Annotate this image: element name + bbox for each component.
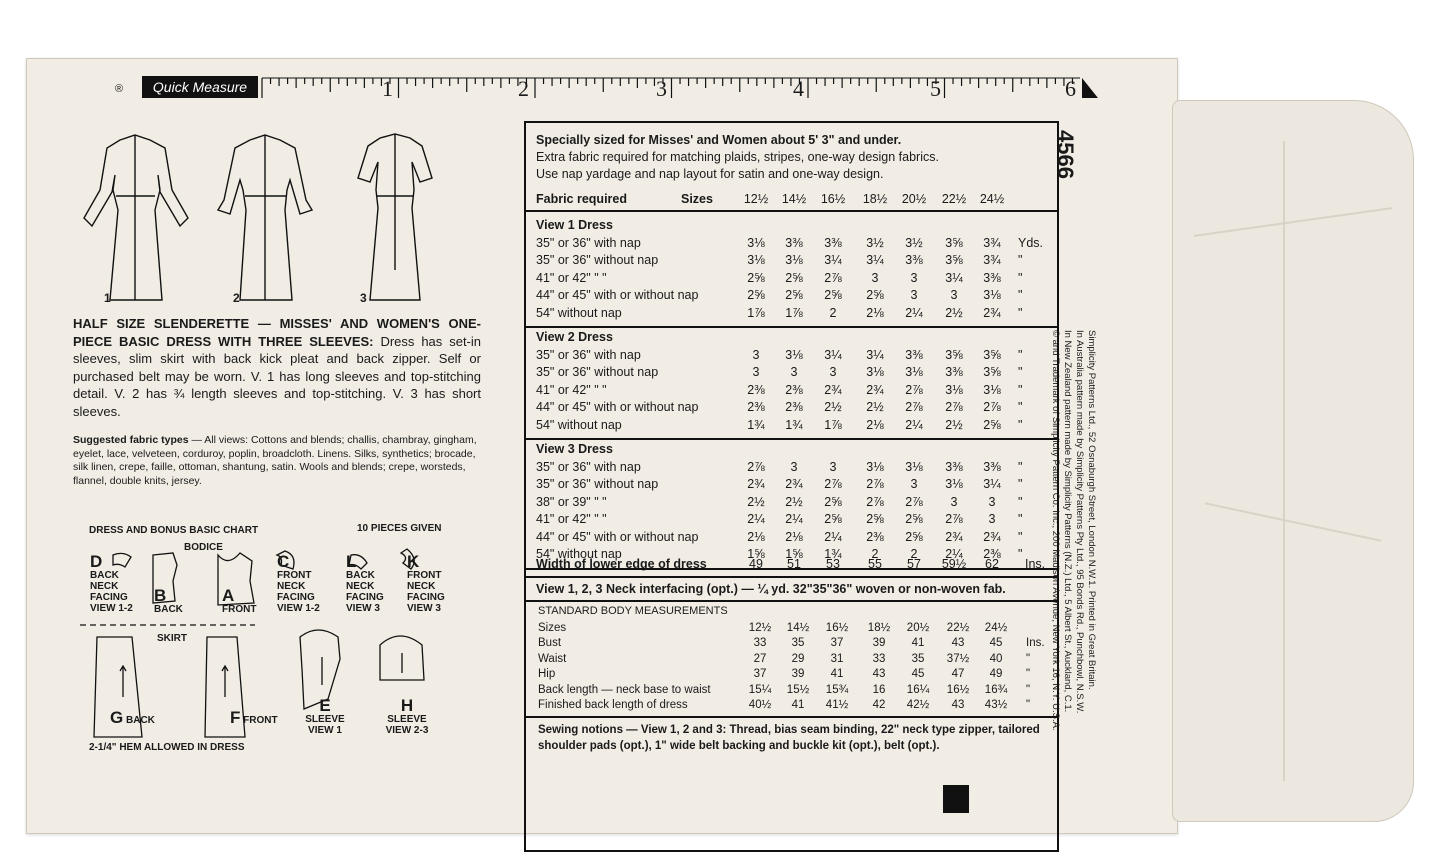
yardage-value: 3¾ xyxy=(983,235,1001,250)
piece-g-label: BACK xyxy=(126,715,155,726)
piece-f-letter: F xyxy=(230,708,241,727)
yardage-value: 3½ xyxy=(905,235,923,250)
yardage-value: 1⅞ xyxy=(785,305,803,320)
yardage-value: 3⅛ xyxy=(785,347,803,362)
yardage-value: 2⅞ xyxy=(905,400,923,414)
piece-b xyxy=(154,586,183,615)
yardage-value: 3 xyxy=(950,288,958,302)
publisher-line-1: Simplicity Patterns Ltd., 52 Osnaburgh Street, London N.W.1. Printed in Great Britain. xyxy=(1086,330,1097,690)
fabric-row-label: 54" without nap xyxy=(536,547,622,561)
yardage-value: 2⅞ xyxy=(983,400,1001,414)
yardage-value: 2½ xyxy=(945,305,963,320)
sewing-notions: Sewing notions — View 1, 2 and 3: Thread, bias seam binding, 22" neck type zipper, tailored shoulder pads (opt.), 1" wide belt backing and buckle kit (opt.), belt (opt.). xyxy=(538,724,1040,752)
measurement-value: 15¼ xyxy=(748,683,772,696)
yardage-value: 3⅛ xyxy=(866,365,884,379)
piece-g-letter: G xyxy=(110,708,124,727)
piece-h-letter: H xyxy=(400,696,414,715)
piece-f xyxy=(230,708,278,727)
pattern-number: 4566 xyxy=(1053,130,1078,179)
size-header: 14½ xyxy=(781,192,807,206)
measurement-value: 18½ xyxy=(867,622,891,634)
yardage-value: 3⅝ xyxy=(983,347,1001,362)
piece-l-letter: L xyxy=(346,552,357,571)
yardage-value: 2½ xyxy=(785,494,803,509)
yardage-value: 2⅞ xyxy=(866,494,884,509)
ruler-end-arrow-icon xyxy=(1082,78,1098,98)
fabric-row-label: 41" or 42" " " xyxy=(536,512,607,526)
measurement-unit: " xyxy=(1026,668,1031,681)
yardage-value: 2¼ xyxy=(905,417,923,432)
measurement-value: 33 xyxy=(753,637,767,650)
ruler-number-5: 5 xyxy=(930,76,941,101)
fabric-row-label: 44" or 45" with or without nap xyxy=(536,529,699,544)
yardage-value: 2⅝ xyxy=(866,512,884,526)
pattern-description xyxy=(73,315,481,420)
yardage-value: 3⅝ xyxy=(983,365,1001,379)
fabric-row-label: 35" or 36" with nap xyxy=(536,459,641,474)
ruler-number-4: 4 xyxy=(793,76,804,101)
measurement-value: 41 xyxy=(911,637,925,650)
interfacing-note: View 1, 2, 3 Neck interfacing (opt.) — ¼ yd. 32"35"36" woven or non-woven fab. xyxy=(536,582,1006,596)
table-divider xyxy=(526,438,1057,440)
table-divider xyxy=(526,716,1057,718)
table-divider xyxy=(526,600,1057,602)
hem-note: 2-1/4" HEM ALLOWED IN DRESS xyxy=(89,742,245,753)
measurement-value: 43 xyxy=(872,668,886,681)
measurement-value: 14½ xyxy=(786,622,810,634)
publisher-line-4: © and Trademark of Simplicity Pattern Co. Inc., 200 Madison Avenue, New York 16, N.Y. U.S.A. xyxy=(1050,330,1061,731)
yardage-value: 2⅛ xyxy=(866,305,884,320)
yardage-value: 3¾ xyxy=(983,253,1001,267)
yardage-value: 2⅝ xyxy=(747,270,765,285)
yardage-value: 2⅜ xyxy=(785,400,803,414)
measurement-value: 16¾ xyxy=(984,683,1008,696)
piece-b-letter: B xyxy=(154,586,167,605)
table-divider xyxy=(526,210,1057,212)
measurement-value: 42 xyxy=(872,699,886,711)
dress-illustrations xyxy=(80,130,500,310)
piece-b-label: BACK xyxy=(154,604,183,615)
registration-mark xyxy=(943,785,969,813)
yardage-value: 3⅛ xyxy=(785,253,803,267)
pieces-given: 10 PIECES GIVEN xyxy=(357,523,442,534)
size-header: 22½ xyxy=(941,192,967,206)
measurement-value: 12½ xyxy=(748,622,772,634)
measurement-value: 41 xyxy=(830,668,844,681)
yardage-value: 2⅞ xyxy=(945,512,963,526)
yardage-value: 3¼ xyxy=(866,347,884,362)
unit-label: " xyxy=(1018,417,1023,432)
unit-label: " xyxy=(1018,512,1023,526)
skirt-label: SKIRT xyxy=(157,633,187,644)
table-divider xyxy=(526,326,1057,328)
yardage-value: 2½ xyxy=(945,417,963,432)
measurement-value: 24½ xyxy=(984,622,1008,634)
piece-l xyxy=(346,552,390,614)
yardage-value: 3¼ xyxy=(983,477,1001,491)
fabric-row-label: 38" or 39" " " xyxy=(536,494,607,509)
ruler-number-2: 2 xyxy=(518,76,529,101)
yardage-value: 2⅜ xyxy=(983,547,1001,561)
figure-label-2: 2 xyxy=(233,291,240,305)
yardage-value: 3 xyxy=(871,270,879,285)
measurement-label: Waist xyxy=(538,652,567,665)
fabric-row-label: 44" or 45" with or without nap xyxy=(536,400,699,414)
measurement-value: 27 xyxy=(753,652,767,665)
figure-label-3: 3 xyxy=(360,291,367,305)
measurement-value: 43 xyxy=(951,637,965,650)
yardage-value: 2⅝ xyxy=(866,288,884,302)
fabric-row-label: 54" without nap xyxy=(536,305,622,320)
yardage-value: 2⅞ xyxy=(905,382,923,397)
yardage-value: 1⅝ xyxy=(747,547,765,561)
piece-h xyxy=(382,696,432,736)
fabric-row-label: 35" or 36" with nap xyxy=(536,235,641,250)
fabric-row-label: 35" or 36" without nap xyxy=(536,477,659,491)
yardage-value: 2¾ xyxy=(824,382,842,397)
yardage-value: 3⅛ xyxy=(905,365,923,379)
yardage-value: 2¼ xyxy=(824,529,842,544)
measurement-unit: " xyxy=(1026,683,1031,696)
yardage-value: 3 xyxy=(988,512,996,526)
yardage-value: 2¾ xyxy=(747,477,765,491)
yardage-value: 3 xyxy=(910,270,918,285)
yardage-value: 2½ xyxy=(747,494,765,509)
yardage-value: 2⅞ xyxy=(747,459,765,474)
yardage-value: 3⅝ xyxy=(945,235,963,250)
fabric-row-label: 35" or 36" with nap xyxy=(536,347,641,362)
yardage-value: 3⅛ xyxy=(905,459,923,474)
measurement-value: 45 xyxy=(989,637,1003,650)
width-row-label: Width of lower edge of dress xyxy=(536,557,707,571)
bodice-label: BODICE xyxy=(184,542,223,553)
piece-c xyxy=(277,552,323,614)
ruler-number-1: 1 xyxy=(382,76,393,101)
yardage-value: 3 xyxy=(910,288,918,302)
yardage-value: 3⅛ xyxy=(983,382,1001,397)
yardage-value: 3⅜ xyxy=(983,459,1001,474)
yardage-value: 2⅛ xyxy=(866,417,884,432)
size-header: 12½ xyxy=(743,192,769,206)
measurement-label: Back length — neck base to waist xyxy=(538,683,711,696)
pattern-description-text: Dress has set-in sleeves, slim skirt with back kick pleat and back zipper. Self or purchased belt may be worn. V. 1 has long sleeves and top-stitching detail. V. 2 has ¾ length sleeves and top-stitching. V. 3 has short sleeves. xyxy=(73,333,482,419)
measurement-label: Bust xyxy=(538,637,562,650)
unit-label: " xyxy=(1018,529,1023,544)
yardage-value: 1¾ xyxy=(747,417,765,432)
fabric-row-label: 35" or 36" without nap xyxy=(536,365,659,379)
measurement-value: 42½ xyxy=(906,699,930,711)
measurement-value: 37½ xyxy=(946,652,970,665)
view-title: View 1 Dress xyxy=(536,218,613,232)
yardage-value: 3⅛ xyxy=(747,253,765,267)
fabric-row-label: 41" or 42" " " xyxy=(536,270,607,285)
unit-label: " xyxy=(1018,494,1023,509)
unit-label: " xyxy=(1018,288,1023,302)
unit-label: " xyxy=(1018,270,1023,285)
measurement-value: 15¾ xyxy=(825,683,849,696)
fabric-row-label: 35" or 36" without nap xyxy=(536,253,659,267)
width-value: 55 xyxy=(868,557,882,571)
measurement-value: 16½ xyxy=(946,683,970,696)
width-value: 57 xyxy=(907,557,921,571)
ruler-number-6: 6 xyxy=(1065,76,1076,101)
measurement-value: 47 xyxy=(951,668,965,681)
measurement-value: 16¼ xyxy=(906,683,930,696)
yardage-value: 2¾ xyxy=(785,477,803,491)
measurement-value: 22½ xyxy=(946,622,970,634)
yardage-value: 2 xyxy=(871,547,879,561)
pattern-heading: HALF SIZE SLENDERETTE — MISSES' AND WOMEN'S ONE-PIECE BASIC DRESS WITH THREE SLEEVES: xyxy=(73,316,481,349)
yardage-value: 2¼ xyxy=(905,305,923,320)
piece-c-letter: C xyxy=(277,552,290,571)
measurement-label: Sizes xyxy=(538,622,567,634)
yardage-value: 2⅞ xyxy=(824,270,842,285)
yardage-value: 1⅞ xyxy=(747,305,765,320)
yardage-value: 3⅜ xyxy=(905,253,923,267)
yardage-value: 3¼ xyxy=(824,347,842,362)
measurement-value: 41½ xyxy=(825,699,849,711)
yardage-value: 3¼ xyxy=(866,253,884,267)
measurement-value: 40 xyxy=(989,652,1003,665)
view-title: View 2 Dress xyxy=(536,330,613,344)
figure-label-1: 1 xyxy=(104,291,111,305)
yardage-value: 3⅛ xyxy=(945,382,963,397)
fabric-required-label: Fabric required xyxy=(536,192,627,206)
piece-a-label: FRONT xyxy=(222,604,257,615)
piece-k-label: FRONT NECK FACING VIEW 3 xyxy=(407,570,445,614)
intro-line-1: Specially sized for Misses' and Women about 5' 3" and under. xyxy=(536,133,902,147)
measurement-value: 37 xyxy=(830,637,844,650)
envelope-flap xyxy=(1172,100,1414,822)
yardage-value: 2⅝ xyxy=(824,288,842,302)
yardage-value: 3 xyxy=(790,365,798,379)
measurement-unit: " xyxy=(1026,699,1031,711)
size-header: 24½ xyxy=(979,192,1005,206)
fabric-row-label: 54" without nap xyxy=(536,417,622,432)
measurement-unit: " xyxy=(1026,652,1031,665)
size-header: 20½ xyxy=(901,192,927,206)
yardage-value: 2⅝ xyxy=(983,417,1001,432)
yardage-value: 1⅝ xyxy=(785,547,803,561)
width-value: 59½ xyxy=(941,557,967,571)
chart-title: DRESS AND BONUS BASIC CHART xyxy=(89,525,259,536)
width-value: 51 xyxy=(787,557,801,571)
yardage-value: 3⅜ xyxy=(824,235,842,250)
yardage-value: 2⅝ xyxy=(824,494,842,509)
piece-c-label: FRONT NECK FACING VIEW 1-2 xyxy=(277,570,320,614)
yardage-value: 2⅝ xyxy=(905,512,923,526)
measurement-value: 45 xyxy=(911,668,925,681)
sizes-label: Sizes xyxy=(681,192,713,206)
piece-f-label: FRONT xyxy=(243,715,278,726)
measurement-value: 43 xyxy=(951,699,965,711)
measurement-label: Finished back length of dress xyxy=(538,699,688,711)
piece-k-letter: K xyxy=(407,552,420,571)
piece-e-letter: E xyxy=(319,696,331,715)
yardage-value: 3⅛ xyxy=(747,235,765,250)
suggested-fabrics-label: Suggested fabric types xyxy=(73,434,189,446)
yardage-value: 3⅜ xyxy=(785,235,803,250)
unit-label: Yds. xyxy=(1018,235,1044,250)
yardage-value: 2¼ xyxy=(785,512,803,526)
yardage-value: 2⅜ xyxy=(747,400,765,414)
intro-line-3: Use nap yardage and nap layout for satin and one-way design. xyxy=(536,167,884,181)
measurement-value: 40½ xyxy=(748,699,772,711)
yardage-value: 2¾ xyxy=(983,305,1001,320)
yardage-value: 2 xyxy=(829,305,837,320)
piece-d-label: BACK NECK FACING VIEW 1-2 xyxy=(90,570,133,614)
measurement-value: 35 xyxy=(911,652,925,665)
piece-h-label: SLEEVE VIEW 2-3 xyxy=(385,714,429,736)
view-title: View 3 Dress xyxy=(536,442,613,456)
yardage-value: 3 xyxy=(988,494,996,509)
width-unit: Ins. xyxy=(1025,557,1046,571)
yardage-value: 2½ xyxy=(824,400,842,414)
yardage-value: 3⅜ xyxy=(945,365,963,379)
unit-label: " xyxy=(1018,305,1023,320)
yardage-value: 3⅛ xyxy=(945,477,963,491)
yardage-value: 2⅝ xyxy=(785,270,803,285)
measurement-value: 37 xyxy=(753,668,767,681)
measurement-value: 39 xyxy=(791,668,805,681)
yardage-value: 2⅛ xyxy=(747,529,765,544)
unit-label: " xyxy=(1018,477,1023,491)
piece-g xyxy=(110,708,155,727)
measurement-value: 39 xyxy=(872,637,886,650)
measurement-value: 16 xyxy=(872,683,886,696)
yardage-value: 3⅜ xyxy=(945,459,963,474)
yardage-value: 3 xyxy=(752,365,760,379)
width-value: 49 xyxy=(749,557,763,571)
suggested-fabrics-text: — All views: Cottons and blends; challis, chambray, gingham, eyelet, lace, velveteen, corduroy, poplin, broadcloth. Linens. Silks, synthetics; brocade, silk linen, crepe, faille, ottoman, shantung, satin. Wools and blends; crepe, worsteds, flannel, double knits, jersey. xyxy=(73,434,477,487)
piece-e-label: SLEEVE VIEW 1 xyxy=(305,714,345,736)
yardage-value: 3⅛ xyxy=(866,459,884,474)
measurement-label: Hip xyxy=(538,668,556,681)
yardage-value: 2⅝ xyxy=(747,288,765,302)
yardage-value: 1⅞ xyxy=(824,417,842,432)
measurement-value: 35 xyxy=(791,637,805,650)
piece-l-label: BACK NECK FACING VIEW 3 xyxy=(346,570,384,614)
yardage-value: 2⅝ xyxy=(824,512,842,526)
piece-d xyxy=(90,552,134,614)
unit-label: " xyxy=(1018,547,1023,561)
table-divider xyxy=(526,576,1057,578)
yardage-value: 3⅜ xyxy=(983,270,1001,285)
yardage-value: 3⅝ xyxy=(945,347,963,362)
unit-label: " xyxy=(1018,253,1023,267)
yardage-value: 2⅞ xyxy=(866,477,884,491)
suggested-fabrics xyxy=(73,434,481,488)
yardage-value: 3 xyxy=(910,477,918,491)
yardage-value: 2⅝ xyxy=(785,288,803,302)
yardage-value: 3⅝ xyxy=(945,253,963,267)
yardage-value: 3⅜ xyxy=(905,347,923,362)
standard-measurements-title: STANDARD BODY MEASUREMENTS xyxy=(538,605,728,617)
yardage-value: 2¾ xyxy=(983,529,1001,544)
yardage-value: 2¼ xyxy=(945,547,963,561)
yardage-value: 3 xyxy=(950,494,958,509)
yardage-value: 2⅜ xyxy=(747,382,765,397)
measurement-value: 33 xyxy=(872,652,886,665)
measurement-value: 20½ xyxy=(906,622,930,634)
quick-measure-label: Quick Measure xyxy=(142,76,258,98)
intro-line-2: Extra fabric required for matching plaids, stripes, one-way design fabrics. xyxy=(536,150,939,164)
fabric-row-label: 44" or 45" with or without nap xyxy=(536,288,699,302)
measurement-value: 31 xyxy=(830,652,844,665)
yardage-value: 2⅝ xyxy=(905,529,923,544)
quick-measure-ruler xyxy=(262,78,1082,100)
yardage-value: 3⅛ xyxy=(983,288,1001,302)
yardage-value: 2⅛ xyxy=(785,529,803,544)
size-header: 16½ xyxy=(820,192,846,206)
yardage-value: 3 xyxy=(829,365,837,379)
piece-k xyxy=(407,552,451,614)
measurement-value: 41 xyxy=(791,699,805,711)
unit-label: " xyxy=(1018,459,1023,474)
measurement-value: 29 xyxy=(791,652,805,665)
measurement-unit: Ins. xyxy=(1026,637,1045,650)
fabric-row-label: 41" or 42" " " xyxy=(536,382,607,397)
unit-label: " xyxy=(1018,382,1023,397)
measurement-value: 43½ xyxy=(984,699,1008,711)
yardage-value: 2⅞ xyxy=(824,477,842,491)
registered-mark: ® xyxy=(115,83,124,95)
yardage-value: 2¾ xyxy=(945,529,963,544)
yardage-value: 2¼ xyxy=(747,512,765,526)
yardage-value: 3¼ xyxy=(945,270,963,285)
publisher-line-3: In New Zealand pattern made by Simplicity Patterns (N.Z.) Ltd., 5 Albert St., Auckland, C.1. xyxy=(1062,330,1073,713)
yardage-value: 2⅞ xyxy=(905,494,923,509)
yardage-value: 1¾ xyxy=(785,417,803,432)
piece-a-letter: A xyxy=(222,586,235,605)
yardage-value: 2⅜ xyxy=(866,529,884,544)
measurement-value: 49 xyxy=(989,668,1003,681)
width-value: 62 xyxy=(985,557,999,571)
yardage-value: 2¾ xyxy=(866,382,884,397)
ruler-number-3: 3 xyxy=(656,76,667,101)
unit-label: " xyxy=(1018,400,1023,414)
piece-d-letter: D xyxy=(90,552,103,571)
yardage-value: 2⅞ xyxy=(945,400,963,414)
yardage-value: 2 xyxy=(910,547,918,561)
unit-label: " xyxy=(1018,365,1023,379)
yardage-value: 3 xyxy=(790,459,798,474)
yardage-value: 3 xyxy=(829,459,837,474)
width-value: 53 xyxy=(826,557,840,571)
yardage-value: 3½ xyxy=(866,235,884,250)
publisher-line-2: In Australia pattern made by Simplicity Patterns Pty Ltd., 95 Bonds Rd., Punchbowl, N.S.W. xyxy=(1074,330,1085,714)
yardage-value: 3¼ xyxy=(824,253,842,267)
yardage-value: 1¾ xyxy=(824,547,842,561)
yardage-value: 3 xyxy=(752,347,760,362)
measurement-value: 15½ xyxy=(786,683,810,696)
size-header: 18½ xyxy=(862,192,888,206)
yardage-value: 2½ xyxy=(866,400,884,414)
measurement-value: 16½ xyxy=(825,622,849,634)
unit-label: " xyxy=(1018,347,1023,362)
piece-e xyxy=(300,696,350,736)
yardage-value: 2⅜ xyxy=(785,382,803,397)
piece-a xyxy=(222,586,257,615)
